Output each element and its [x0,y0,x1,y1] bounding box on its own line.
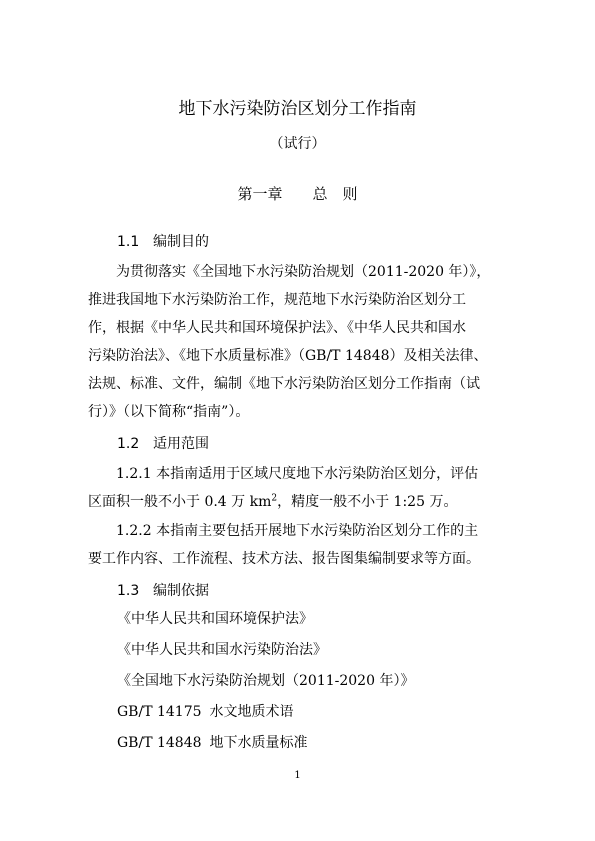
chapter-label: 第一章 [237,185,283,203]
line-text: 区面积一般不小于 0.4 万 km [88,494,272,510]
reference-code: GB/T 14175 [117,704,202,720]
paragraph-line: 1.2.1 本指南适用于区域尺度地下水污染防治区划分，评估 [88,466,479,482]
document-title: 地下水污染防治区划分工作指南 [178,99,417,119]
section-1-2-1-paragraph [88,460,510,516]
section-heading-1-3 [117,581,209,601]
section-number: 1.3 [117,583,140,599]
reference-code: GB/T 14848 [117,735,202,751]
section-1-1-paragraph [88,258,510,426]
reference-text: 水文地质术语 [209,704,294,720]
line-text: ，精度一般不小于 1:25 万。 [277,494,458,510]
chapter-name: 总 则 [312,185,358,203]
reference-text: 《全国地下水污染防治规划（2011-2020 年）》 [117,673,415,689]
paragraph-line: 法规、标准、文件，编制《地下水污染防治区划分工作指南（试 [88,376,480,392]
paragraph-line: 推进我国地下水污染防治工作，规范地下水污染防治区划分工 [88,292,466,308]
reference-item [117,702,294,722]
section-heading-1-1 [117,232,209,252]
reference-text: 《中华人民共和国水污染防治法》 [117,642,327,658]
reference-text: 地下水质量标准 [209,735,308,751]
reference-item [117,609,313,629]
section-number: 1.1 [117,234,140,250]
reference-item [117,733,308,753]
section-title: 适用范围 [153,436,209,452]
paragraph-line: 行）》（以下简称“指南”）。 [88,404,250,420]
section-1-2-2-paragraph [88,517,510,573]
paragraph-line [88,488,510,516]
document-subtitle: （试行） [269,136,326,152]
reference-item [117,671,414,691]
paragraph-line: 污染防治法》、《地下水质量标准》（GB/T 14848）及相关法律、 [88,348,488,364]
superscript: 2 [271,493,278,504]
paragraph-line: 为贯彻落实《全国地下水污染防治规划（2011-2020 年）》， [88,264,491,280]
reference-item [117,640,327,660]
page-number: 1 [294,770,301,781]
section-number: 1.2 [117,436,140,452]
paragraph-line: 要工作内容、工作流程、技术方法、报告图集编制要求等方面。 [88,551,480,567]
reference-text: 《中华人民共和国环境保护法》 [117,611,313,627]
section-title: 编制依据 [153,583,209,599]
paragraph-line: 作，根据《中华人民共和国环境保护法》、《中华人民共和国水 [88,320,466,336]
chapter-heading [0,183,595,205]
section-heading-1-2 [117,434,209,454]
section-title: 编制目的 [153,234,209,250]
paragraph-line: 1.2.2 本指南主要包括开展地下水污染防治区划分工作的主 [88,523,479,539]
